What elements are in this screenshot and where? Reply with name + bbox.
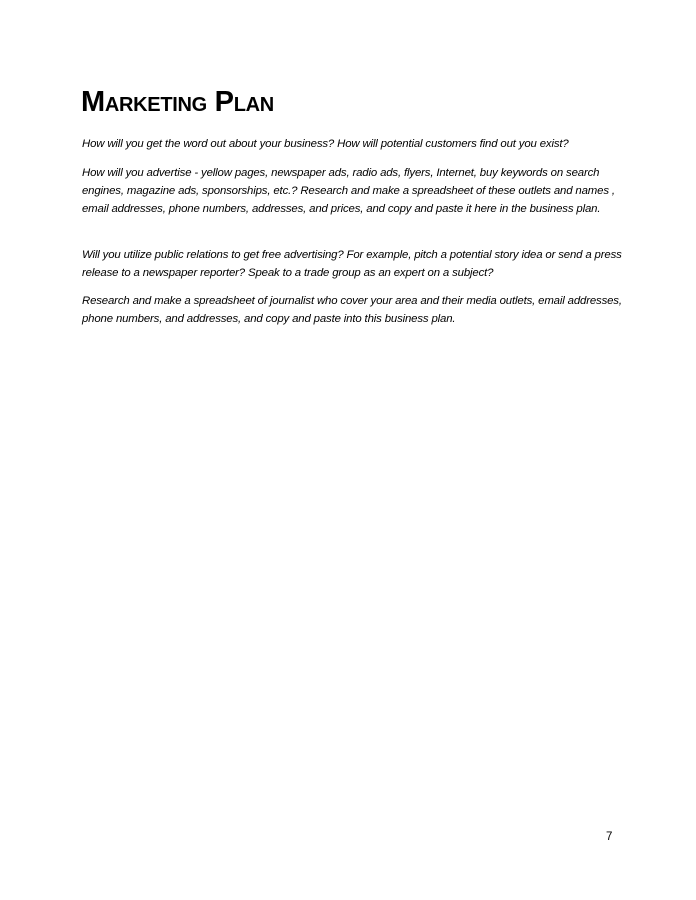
section-heading: Marketing Plan: [81, 86, 274, 118]
paragraph-public-relations: Will you utilize public relations to get free advertising? For example, pitch a potential story idea or send a press release to a newspaper reporter? Speak to a trade group as an expert on a subject?: [82, 249, 622, 279]
paragraph-advertising: How will you advertise - yellow pages, newspaper ads, radio ads, flyers, Internet, buy keywords on search engines, magazine ads, sponsorships, etc.? Research and make a spreadsheet of these outlets and names , email addresses, phone numbers, addresses, and prices, and copy and paste it here in the business plan.: [82, 167, 615, 215]
page-number: 7: [606, 831, 613, 843]
paragraph-journalist-research: Research and make a spreadsheet of journalist who cover your area and their media outlets, email addresses, phone numbers, and addresses, and copy and paste into this business plan.: [82, 295, 622, 325]
paragraph-word-out: How will you get the word out about your business? How will potential customers find out you exist?: [82, 138, 569, 150]
